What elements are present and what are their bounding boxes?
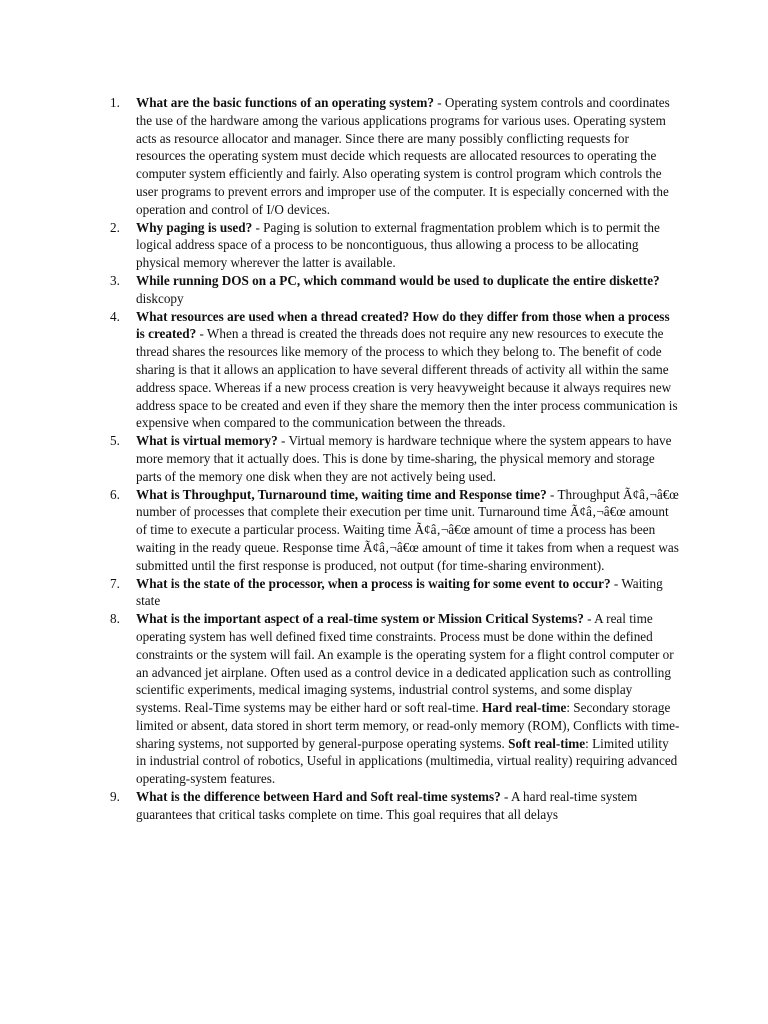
- answer-text: - Operating system controls and coordinates the use of the hardware among the various applications programs for various uses. Operating system acts as resource allocator and manager. Since there are many possibly conflicting requests for resources the operating system must decide which requests are allocated resources to operating the computer system efficiently and fairly. Also operating system is control program which controls the user programs to prevent errors and improper use of the computer. It is especially concerned with the operation and control of I/O devices.: [136, 95, 670, 217]
- item-text: [136, 486, 680, 575]
- item-text: [136, 432, 680, 485]
- question-text: What resources are used when a thread created? How do they differ from those when a process is created?: [136, 308, 670, 342]
- item-text: [136, 272, 680, 308]
- question-text: Why paging is used?: [136, 219, 253, 235]
- list-item: [0, 308, 768, 433]
- item-number: 8.: [110, 611, 120, 627]
- item-text: [136, 94, 680, 219]
- answer-text: - When a thread is created the threads does not require any new resources to execute the thread shares the resources like memory of the process to which they belong to. The benefit of code sharing is that it allows an application to have several different threads of activity all within the same address space. Whereas if a new process creation is very heavyweight because it always requires new address space to be created and even if they share the memory then the inter process communication is expensive when compared to the communication between the threads.: [136, 326, 678, 431]
- question-text: What are the basic functions of an operating system?: [136, 95, 434, 110]
- question-text: What is the difference between Hard and Soft real-time systems?: [136, 789, 501, 805]
- question-text: What is the important aspect of a real-time system or Mission Critical Systems?: [136, 611, 584, 627]
- list-item: [0, 486, 768, 575]
- answer-text: - Throughput Ã¢â‚¬â€œ number of processes that complete their execution per time unit. Turnaround time Ã¢â‚¬â€œ amount of time to execute a particular process. Waiting time Ã¢â‚¬â€œ amount of time a process has been waiting in the ready queue. Response time Ã¢â‚¬â€œ amount of time it takes from when a request was submitted until the first response is produced, not output (for time-sharing environment).: [136, 486, 679, 573]
- answer-text: diskcopy: [136, 290, 184, 306]
- item-number: 5.: [110, 433, 120, 449]
- list-item: [0, 272, 768, 308]
- list-item: [0, 788, 768, 824]
- soft-real-time-term: Soft real-time: [508, 735, 586, 751]
- answer-text: - A real time operating system has well defined fixed time constraints. Process must be done within the defined constraints or the system will fail. An example is the operating system for a flight control computer or an advanced jet airplane. Often used as a control device in a dedicated application such as controlling scientific experiments, medical imaging systems, industrial control systems, and some display systems. Real-Time systems may be either hard or soft real-time.: [136, 611, 674, 716]
- list-item: [0, 575, 768, 611]
- answer-text: - Virtual memory is hardware technique where the system appears to have more memory that it actually does. This is done by time-sharing, the physical memory and storage parts of the memory one disk when they are not actively being used.: [136, 433, 672, 484]
- list-item: [0, 610, 768, 788]
- answer-text: : Secondary storage limited or absent, data stored in short term memory, or read-only memory (ROM), Conflicts with time-sharing systems, not supported by general-purpose operating systems.: [136, 700, 680, 751]
- list-item: [0, 432, 768, 485]
- answer-text: - Waiting state: [136, 575, 663, 609]
- question-text: What is virtual memory?: [136, 433, 278, 449]
- answer-text: : Limited utility in industrial control of robotics, Useful in applications (multimedia, virtual reality) requiring advanced operating-system features.: [136, 735, 678, 787]
- item-number: 1.: [110, 95, 120, 110]
- question-text: What is the state of the processor, when a process is waiting for some event to occur?: [136, 575, 611, 591]
- item-number: 7.: [110, 575, 120, 591]
- item-text: [136, 219, 680, 272]
- item-text: [136, 308, 680, 433]
- question-text: What is Throughput, Turnaround time, waiting time and Response time?: [136, 486, 547, 502]
- item-number: 3.: [110, 272, 120, 288]
- item-number: 6.: [110, 486, 120, 502]
- answer-text: - A hard real-time system guarantees that critical tasks complete on time. This goal requires that all delays: [136, 789, 638, 822]
- question-text: While running DOS on a PC, which command would be used to duplicate the entire diskette?: [136, 272, 660, 288]
- item-text: [136, 575, 680, 611]
- item-number: 4.: [110, 308, 120, 324]
- hard-real-time-term: Hard real-time: [481, 700, 567, 716]
- list-item: [0, 219, 768, 272]
- item-number: 9.: [110, 789, 120, 805]
- list-item: [0, 94, 768, 219]
- item-number: 2.: [110, 219, 120, 235]
- answer-text: - Paging is solution to external fragmentation problem which is to permit the logical address space of a process to be noncontiguous, thus allowing a process to be allocating physical memory wherever the latter is available.: [136, 219, 660, 271]
- item-text: [136, 610, 680, 788]
- item-text: [136, 788, 680, 824]
- question-list: [0, 94, 768, 824]
